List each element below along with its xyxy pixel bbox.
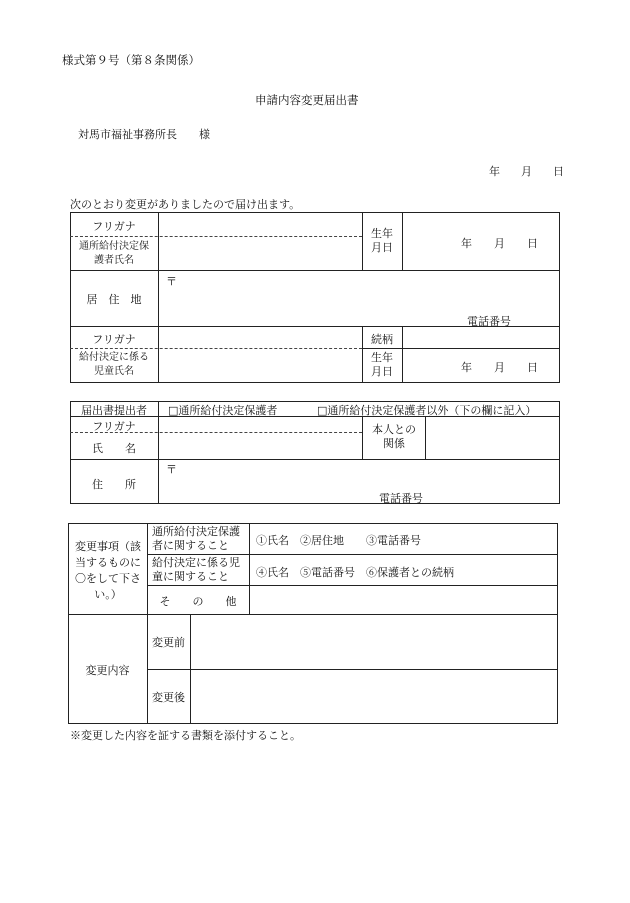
child-birth-day: 日	[527, 361, 538, 374]
attachment-note: ※変更した内容を証する書類を添付すること。	[70, 729, 301, 742]
submitter-name-label: 氏 名	[92, 442, 136, 455]
relationship-label: 本人との関係	[372, 423, 416, 450]
after-label: 変更後	[152, 691, 185, 704]
guardian-related-label: 通所給付決定保護者に関すること	[152, 525, 240, 552]
guardian-birthdate-label: 生年月日	[371, 227, 393, 254]
form-number: 様式第９号（第８条関係）	[62, 53, 200, 67]
submitter-label: 届出書提出者	[81, 404, 147, 417]
child-name-label: 給付決定に係る児童氏名	[79, 352, 149, 377]
submitter-address-label: 住 所	[92, 478, 136, 491]
child-related-label: 給付決定に係る児童に関すること	[152, 556, 240, 583]
date-year-label: 年	[489, 165, 500, 178]
postal-mark: 〒	[166, 275, 177, 288]
child-birth-month: 月	[494, 361, 505, 374]
child-change-options: ④氏名 ⑤電話番号 ⑥保護者との続柄	[256, 566, 454, 579]
guardian-birth-month: 月	[494, 237, 505, 250]
change-content-label: 変更内容	[85, 664, 130, 677]
guardian-birth-day: 日	[527, 237, 538, 250]
date-day-label: 日	[553, 165, 564, 178]
submitter-phone-label: 電話番号	[379, 492, 423, 505]
relation-label: 続柄	[371, 333, 393, 346]
furigana-label: フリガナ	[92, 220, 136, 233]
guardian-name-label: 通所給付決定保護者氏名	[79, 241, 149, 266]
before-label: 変更前	[152, 636, 185, 649]
child-furigana-label: フリガナ	[92, 333, 136, 346]
child-birth-year: 年	[461, 361, 472, 374]
child-birthdate-label: 生年月日	[371, 351, 393, 378]
guardian-change-options: ①氏名 ②居住地 ③電話番号	[256, 534, 421, 547]
submitter-option-other[interactable]: □通所給付決定保護者以外（下の欄に記入）	[317, 404, 537, 417]
document-title: 申請内容変更届出書	[255, 93, 359, 107]
addressee: 対馬市福祉事務所長 様	[78, 128, 210, 141]
guardian-birth-year: 年	[461, 237, 472, 250]
submitter-furigana-label: フリガナ	[92, 420, 136, 433]
submitter-postal-mark: 〒	[166, 463, 177, 476]
date-month-label: 月	[521, 165, 532, 178]
phone-label: 電話番号	[467, 315, 511, 328]
other-label: そ の 他	[159, 595, 237, 608]
residence-label: 居 住 地	[86, 293, 142, 306]
intro-text: 次のとおり変更がありましたので届け出ます。	[70, 198, 301, 211]
submitter-option-guardian[interactable]: □通所給付決定保護者	[168, 404, 278, 417]
change-item-label: 変更事項（該当するものに〇をして下さい。）	[75, 540, 141, 601]
